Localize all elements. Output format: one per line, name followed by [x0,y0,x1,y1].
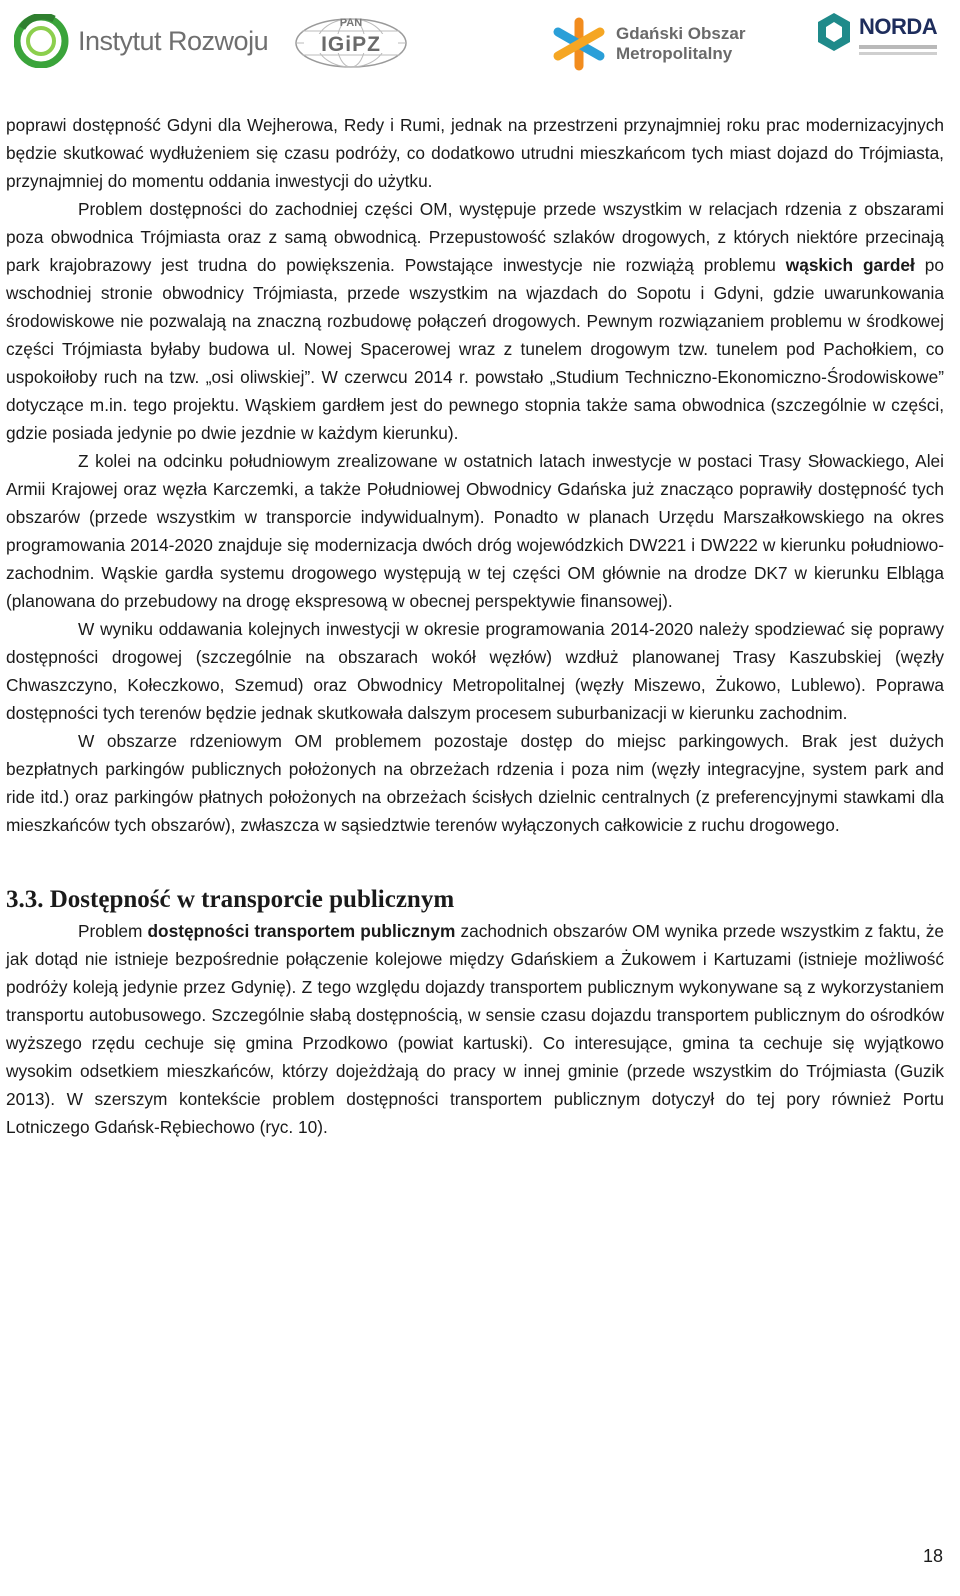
instytut-rozwoju-logo [14,14,268,68]
paragraph-6 [6,917,944,1141]
paragraph-2 [6,195,944,447]
page-body [6,111,944,1141]
norda-hexagon-icon [815,10,853,58]
section-heading: 3.3. Dostępność w transporcie publicznym [6,886,455,913]
paragraph-6-text-b: zachodnich obszarów OM wynika przede wszystkim z faktu, że jak dotąd nie istnieje bezpośrednie połączenie kolejowe między Gdańskiem a Żukowem i Kartuzami (istnieje możliwość podróży koleją jedynie przez Gdynię). Z tego względu dojazdy transportem publicznym wykonywane są z wykorzystaniem transportu autobusowego. Szczególnie słabą dostępnością, w sensie czasu dojazdu transportem publicznym do ośrodków wyższego rzędu cechuje się gmina Przodkowo (powiat kartuski). Co interesujące, gmina ta cechuje się wyjątkowo wysokim odsetkiem mieszkańców, którzy dojeżdżają do pracy w innej gminie (przede wszystkim do Trójmiasta (Guzik 2013). W szerszym kontekście problem dostępności transportem publicznym dotyczył do tej pory również Portu Lotniczego Gdańsk-Rębiechowo (ryc. 10). [6,921,944,1137]
norda-text-block [859,14,937,55]
pan-igipz-globe-icon [290,12,412,70]
instytut-rozwoju-mark-icon [14,14,70,68]
norda-text: NORDA [859,13,938,39]
paragraph-2-text-b: po wschodniej stronie obwodnicy Trójmiasta, przede wszystkim na wjazdach do Sopotu i Gdyni, gdzie uwarunkowania środowiskowe nie pozwalają na znaczną rozbudowę połączeń drogowych. Pewnym rozwiązaniem problemu w środkowej części Trójmiasta byłaby budowa ul. Nowej Spacerowej wraz z tunelem drogowym tzw. tunelem pod Pachołkiem, co uspokoiłoby ruch na tzw. „osi oliwskiej”. W czerwcu 2014 r. powstało „Studium Techniczno-Ekonomiczno-Środowiskowe” dotyczące m.in. tego projektu. Wąskiem gardłem jest do pewnego stopnia także sama obwodnica (szczególnie w części, gdzie posiada jedynie po dwie jezdnie w każdym kierunku). [6,255,944,443]
pan-logo-top-text: PAN [339,17,363,29]
paragraph-2-bold-term: wąskich gardeł [785,255,915,275]
pan-logo-main-text: IGiPZ [321,33,381,56]
paragraph-4: W wyniku oddawania kolejnych inwestycji w okresie programowania 2014-2020 należy spodziewać się poprawy dostępności drogowej (szczególnie na obszarach wokół węzłów) wzdłuż planowanej Trasy Kaszubskiej (węzły Chwaszczyno, Kołeczkowo, Szemud) oraz Obwodnicy Metropolitalnej (węzły Miszewo, Żukowo, Lublewo). Poprawa dostępności tych terenów będzie jednak skutkowała dalszym procesem suburbanizacji w kierunku zachodnim. [6,619,944,723]
gdansk-om-line2: Metropolitalny [616,44,733,63]
page-header [0,0,960,80]
norda-logo [815,10,937,58]
norda-subtitle-line [859,45,937,49]
instytut-rozwoju-text: Instytut Rozwoju [78,25,269,56]
paragraph-3: Z kolei na odcinku południowym zrealizowane w ostatnich latach inwestycje w postaci Trasy Słowackiego, Alei Armii Krajowej oraz węzła Karczemki, a także Południowej Obwodnicy Gdańska już znacząco poprawiły dostępność tych obszarów (przede wszystkim w transporcie indywidualnym). Ponadto w planach Urzędu Marszałkowskiego na okres programowania 2014-2020 znajduje się modernizacja dwóch dróg wojewódzkich DW221 i DW222 w kierunku południowo-zachodnim. Wąskie gardła systemu drogowego występują w tej części OM głównie na drodze DK7 w kierunku Elbląga (planowana do przebudowy na drogę ekspresową w obecnej perspektywie finansowej). [6,451,944,611]
paragraph-6-text-a: Problem [78,921,143,941]
gdansk-obszar-metropolitalny-logo [550,16,745,72]
paragraph-2-text-a: Problem dostępności do zachodniej części OM, występuje przede wszystkim w relacjach rdzenia z obszarami poza obwodnica Trójmiasta oraz z samą obwodnicą. Przepustowość szlaków drogowych, z których niektóre przecinają park krajobrazowy jest trudna do powiększenia. Powstające inwestycje nie rozwiążą problemu [6,199,944,275]
pan-igipz-logo [290,12,412,70]
gdansk-om-line1: Gdański Obszar [616,24,746,43]
norda-subtitle-line-2 [859,52,937,55]
paragraph-6-bold-term: dostępności transportem publicznym [147,921,456,941]
gdansk-om-text [616,24,745,64]
gdansk-om-star-icon [550,16,608,72]
paragraph-1: poprawi dostępność Gdyni dla Wejherowa, Redy i Rumi, jednak na przestrzeni przynajmniej roku prac modernizacyjnych będzie skutkować wydłużeniem się czasu podróży, co dodatkowo utrudni mieszkańcom tych miast dojazd do Trójmiasta, przynajmniej do momentu oddania inwestycji do użytku. [6,115,944,191]
page-number: 18 [922,1546,943,1566]
paragraph-5: W obszarze rdzeniowym OM problemem pozostaje dostęp do miejsc parkingowych. Brak jest dużych bezpłatnych parkingów publicznych położonych na obrzeżach rdzenia i poza nim (węzły integracyjne, system park and ride itd.) oraz parkingów płatnych położonych na obrzeżach ścisłych dzielnic centralnych (z preferencyjnymi stawkami dla mieszkańców tych obszarów), zwłaszcza w sąsiedztwie terenów wyłączonych całkowicie z ruchu drogowego. [6,731,944,835]
